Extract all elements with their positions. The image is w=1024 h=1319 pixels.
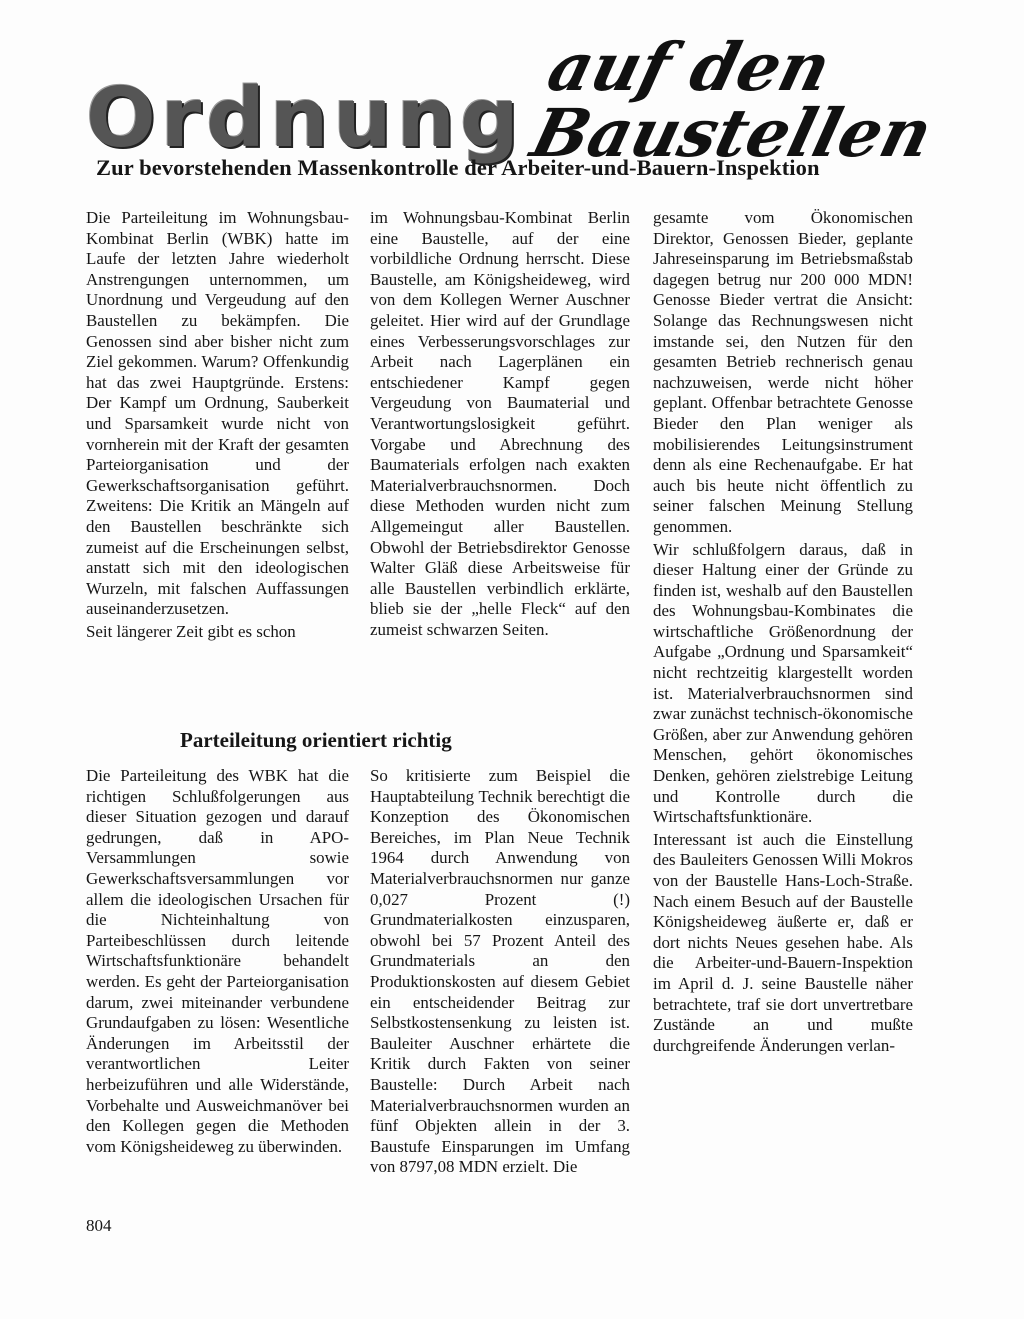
section-heading: Parteileitung orientiert richtig — [180, 728, 452, 752]
headline-script: auf den Baustellen — [523, 28, 940, 172]
column-1-top — [86, 208, 349, 642]
paragraph: Seit längerer Zeit gibt es schon — [86, 621, 296, 641]
paragraph: Interessant ist auch die Einstellung des Bauleiters Genossen Willi Mokros von der Baustelle Hans-Loch-Straße. Nach einem Besuch auf der Baustelle Königsheideweg äußerte er, daß er dort nichts Neues gesehen habe. Als die Arbeiter-und-Bauern-Inspektion im April d. J. seine Baustelle näher betrachtete, traf sie dort unvertretbare Zustände an und mußte durchgreifende Änderungen verlan- — [653, 829, 913, 1055]
paragraph: Wir schlußfolgern daraus, daß in dieser Haltung einer der Gründe zu finden ist, weshalb auf den Baustellen des Wohnungsbau-Kombinates die wirtschaftliche Größenordnung der Aufgabe „Ordnung und Sparsamkeit“ nicht rechtzeitig klargestellt worden ist. Materialverbrauchsnormen sind zwar zunächst technisch-ökonomische Größen, aber zur Anwendung gehören Menschen, gehört ökonomisches Denken, gehören zielstrebige Leitung und Kontrolle durch die Wirtschaftsfunktionäre. — [653, 539, 913, 827]
subtitle: Zur bevorstehenden Massenkontrolle der Arbeiter-und-Bauern-Inspektion — [96, 155, 820, 180]
paragraph: gesamte vom Ökonomischen Direktor, Genossen Bieder, geplante Jahreseinsparung im Betriebsmaßstab dagegen betrug nur 200 000 MDN! Genosse Bieder vertrat die Ansicht: Solange das Rechnungswesen nicht imstande sei, den Nutzen für den gesamten Betrieb rechnerisch genau nachzuweisen, werde nicht höher geplant. Offenbar betrachtete Genosse Bieder den Plan weniger als mobilisierendes Leitungsinstrument denn als eine Rechenaufgabe. Er hat auch bis heute nicht öffentlich zu seiner falschen Meinung Stellung genommen. — [653, 208, 913, 536]
column-1-bottom — [86, 766, 349, 1157]
paragraph: im Wohnungsbau-Kombinat Berlin eine Baustelle, auf der eine vorbildliche Ordnung herrscht. Diese Baustelle, am Königsheideweg, wird von dem Kollegen Werner Auschner geleitet. Hier wird auf der Grundlage eines Verbesserungsvorschlages zur Arbeit nach Lagerplänen ein entschiedener Kampf gegen Vergeudung von Baumaterial und Verantwortungslosigkeit geführt. Vorgabe und Abrechnung des Baumaterials erfolgen nach exakten Materialverbrauchsnormen. Doch diese Methoden wurden nicht zum Allgemeingut aller Baustellen. Obwohl der Betriebsdirektor Genosse Walter Gläß diese Arbeitsweise für alle Baustellen verbindlich erklärte, blieb sie der „helle Fleck“ auf den zumeist schwarzen Seiten. — [370, 208, 630, 639]
headline-main: Ordnung — [86, 71, 524, 166]
column-3 — [653, 208, 913, 1056]
column-2-bottom — [370, 766, 630, 1178]
column-2-top — [370, 208, 630, 640]
page-number: 804 — [86, 1216, 112, 1235]
paragraph: Die Parteileitung des WBK hat die richtigen Schlußfolgerungen aus dieser Situation gezogen und darauf gedrungen, daß in APO-Versammlungen sowie Gewerkschaftsversammlungen vor allem die ideologischen Ursachen für die Nichteinhaltung von Parteibeschlüssen durch leitende Wirtschaftsfunktionäre behandelt werden. Es geht der Parteiorganisation darum, zwei miteinander verbundene Grundaufgaben zu lösen: Wesentliche Änderungen im Arbeitsstil der verantwortlichen Leiter herbeizuführen und alle Widerstände, Vorbehalte und Ausweichmanöver bei den Kollegen gegen die Methoden vom Königsheideweg zu überwinden. — [86, 766, 349, 1156]
paragraph: Die Parteileitung im Wohnungsbau-Kombinat Berlin (WBK) hatte im Laufe der letzten Jahre wiederholt Anstrengungen unternommen, um Unordnung und Vergeudung auf den Baustellen zu bekämpfen. Die Genossen sind aber bisher nicht zum Ziel gekommen. Warum? Offenkundig hat das zwei Hauptgründe. Erstens: Der Kampf um Ordnung, Sauberkeit und Sparsamkeit wurde nicht von vornherein mit der Kraft der gesamten Parteiorganisation und der Gewerkschaftsorganisation geführt. Zweitens: Die Kritik an Mängeln auf den Baustellen beschränkte sich zumeist auf die Erscheinungen selbst, anstatt sich mit den ideologischen Wurzeln, mit falschen Auffassungen auseinanderzusetzen. — [86, 208, 349, 619]
paragraph: So kritisierte zum Beispiel die Hauptabteilung Technik berechtigt die Konzeption des Ökonomischen Bereiches, im Plan Neue Technik 1964 durch Anwendung von Materialverbrauchsnormen nur ganze 0,027 Prozent (!) Grundmaterialkosten einzusparen, obwohl bei 57 Prozent Anteil des Grundmaterials an den Produktionskosten auf diesem Gebiet ein entscheidender Beitrag zur Selbstkostensenkung zu leisten ist. Bauleiter Auschner erhärtete die Kritik durch Fakten von seiner Baustelle: Durch Arbeit nach Materialverbrauchsnormen wurden an fünf Objekten allein in der 3. Baustufe Einsparungen im Umfang von 8797,08 MDN erzielt. Die — [370, 766, 630, 1177]
